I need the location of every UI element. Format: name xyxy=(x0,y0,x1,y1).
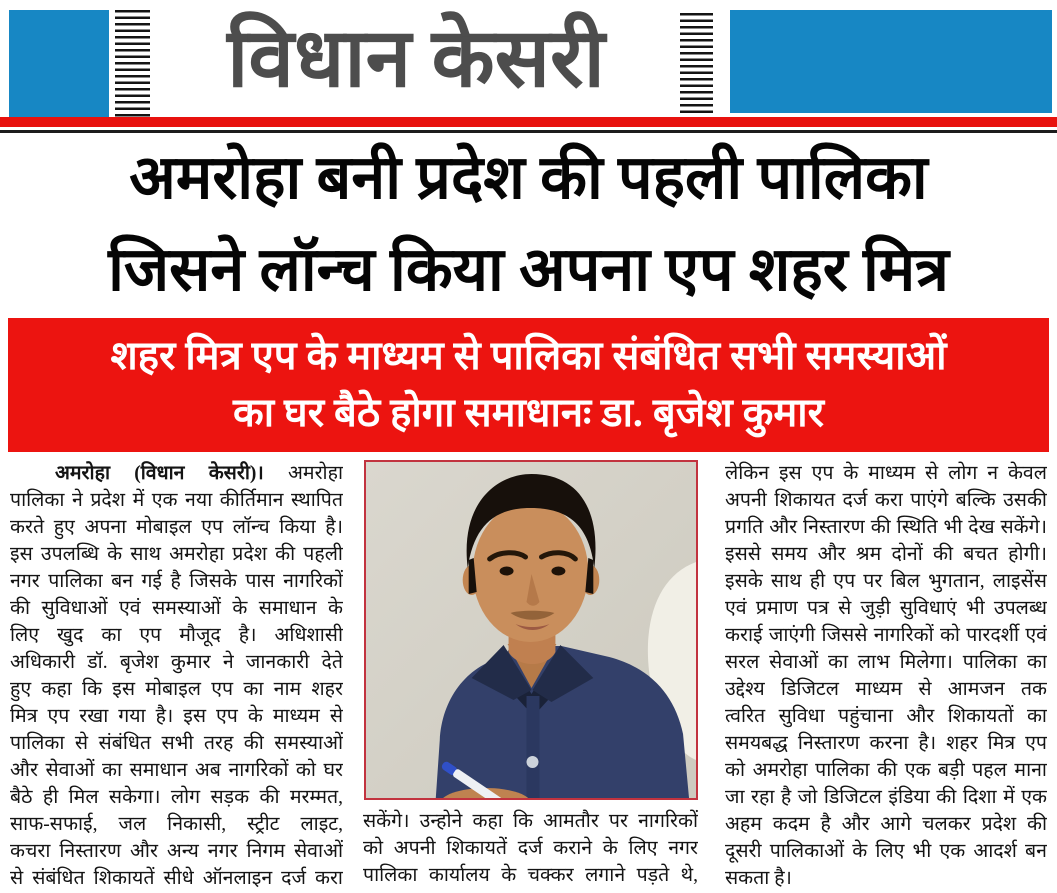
article-column-left xyxy=(10,460,343,893)
body-text-line: कराई जाएंगी जिससे नागरिकों को पारदर्शी एवं xyxy=(725,625,1047,646)
body-text-line: समयबद्ध निस्तारण करना है। शहर मित्र एप xyxy=(725,733,1047,754)
body-text-line: अधिकारी डॉ. बृजेश कुमार ने जानकारी देते xyxy=(10,652,343,673)
headline xyxy=(0,133,1057,318)
photo-shirt-placket xyxy=(527,696,540,798)
body-text-line: को अमरोहा पालिका की एक बड़ी पहल माना xyxy=(725,760,1047,781)
body-text-line: प्रगति और निस्तारण की स्थिति भी देख सकेंगे। xyxy=(725,517,1047,538)
body-text-line: कचरा निस्तारण और अन्य नगर निगम सेवाओं xyxy=(10,841,343,862)
article-column-right xyxy=(725,460,1047,893)
subheadline-banner xyxy=(8,318,1049,452)
masthead xyxy=(0,0,1057,133)
photo-face xyxy=(473,502,589,642)
dateline: अमरोहा (विधान केसरी)। xyxy=(55,463,264,484)
photo-shirt-button xyxy=(527,756,539,768)
body-text-line: की सुविधाओं एवं समस्याओं के समाधान के xyxy=(10,598,343,619)
body-text-line: करते हुए अपना मोबाइल एप लॉन्च किया है। xyxy=(10,517,343,538)
dateline-rest: अमरोहा xyxy=(288,463,343,484)
photo-eye-left xyxy=(500,567,514,576)
body-text-line: लेकिन इस एप के माध्यम से लोग न केवल xyxy=(725,463,1047,484)
body-text-line: उद्देश्य डिजिटल माध्यम से आमजन तक xyxy=(725,679,1047,700)
body-text-line: बैठे ही मिल सकेगा। लोग सड़क की मरम्मत, xyxy=(10,787,343,808)
masthead-left-stripes-icon xyxy=(115,10,150,119)
body-text-line: दूसरी पालिकाओं के लिए भी एक आदर्श बन xyxy=(725,841,1047,862)
body-text-line: इससे समय और श्रम दोनों की बचत होगी। xyxy=(725,544,1047,565)
subheadline-line-2: का घर बैठे होगा समाधानः डा. बृजेश कुमार xyxy=(232,390,825,435)
article-column-middle xyxy=(363,460,698,893)
body-text-line: सकेंगे। उन्होने कहा कि आमतौर पर नागरिकों xyxy=(363,811,698,832)
portrait-photo-illustration xyxy=(366,462,696,798)
body-text-line: साफ-सफाई, जल निकासी, स्ट्रीट लाइट, xyxy=(10,814,343,835)
masthead-black-rule xyxy=(0,130,1057,133)
headline-line-2: जिसने लॉन्च किया अपना एप शहर मित्र xyxy=(108,237,949,304)
body-text-line: को अपनी शिकायतें दर्ज कराने के लिए नगर xyxy=(363,838,698,859)
body-text-line: सरल सेवाओं का लाभ मिलेगा। पालिका का xyxy=(725,652,1047,673)
body-text-line: पालिका से संबंधित सभी तरह की समस्याओं xyxy=(10,733,343,754)
body-text-line: इसके साथ ही एप पर बिल भुगतान, लाइसेंस xyxy=(725,571,1047,592)
body-text-line: सकता है। xyxy=(725,868,792,889)
body-text-line: एवं प्रमाण पत्र से जुड़ी सुविधाएं भी उपलब्ध xyxy=(725,598,1047,619)
dateline-row xyxy=(10,460,343,487)
headline-line-1: अमरोहा बनी प्रदेश की पहली पालिका xyxy=(129,145,928,212)
body-text-line: इस उपलब्धि के साथ अमरोहा प्रदेश की पहली xyxy=(10,544,343,565)
body-text-line: लिए खुद का एप मौजूद है। अधिशासी xyxy=(10,625,343,646)
subheadline-line-1: शहर मित्र एप के माध्यम से पालिका संबंधित सभी समस्याओं xyxy=(110,333,947,378)
body-text-line: पालिका कार्यालय के चक्कर लगाने पड़ते थे, xyxy=(363,865,698,886)
body-text-line: और सेवाओं का समाधान अब नागरिकों को घर xyxy=(10,760,343,781)
body-text-line: हुए कहा कि इस मोबाइल एप का नाम शहर xyxy=(10,679,343,700)
article-body xyxy=(0,452,1057,893)
body-text-line: पालिका ने प्रदेश में एक नया कीर्तिमान स्थापित xyxy=(10,490,343,511)
body-text-line: जा रहा है जो डिजिटल इंडिया की दिशा में एक xyxy=(725,787,1047,808)
portrait-photo xyxy=(364,460,698,800)
body-text-line: त्वरित सुविधा पहुंचाना और शिकायतों का xyxy=(725,706,1047,727)
masthead-left-blue-block xyxy=(9,10,109,118)
body-text-line: मित्र एप रखा गया है। इस एप के माध्यम से xyxy=(10,706,343,727)
newspaper-title: विधान केसरी xyxy=(227,13,605,104)
body-text-line: अपनी शिकायत दर्ज करा पाएंगे बल्कि उसकी xyxy=(725,490,1047,511)
body-text-line: नगर पालिका बन गई है जिसके पास नागरिकों xyxy=(10,571,343,592)
body-text-line: से संबंधित शिकायतें सीधे ऑनलाइन दर्ज करा xyxy=(10,868,343,889)
masthead-right-stripes-icon xyxy=(680,13,713,115)
masthead-red-rule xyxy=(0,117,1057,127)
body-text-line: अहम कदम है और आगे चलकर प्रदेश की xyxy=(725,814,1047,835)
masthead-right-blue-block xyxy=(730,10,1052,113)
photo-eye-right xyxy=(551,567,565,576)
